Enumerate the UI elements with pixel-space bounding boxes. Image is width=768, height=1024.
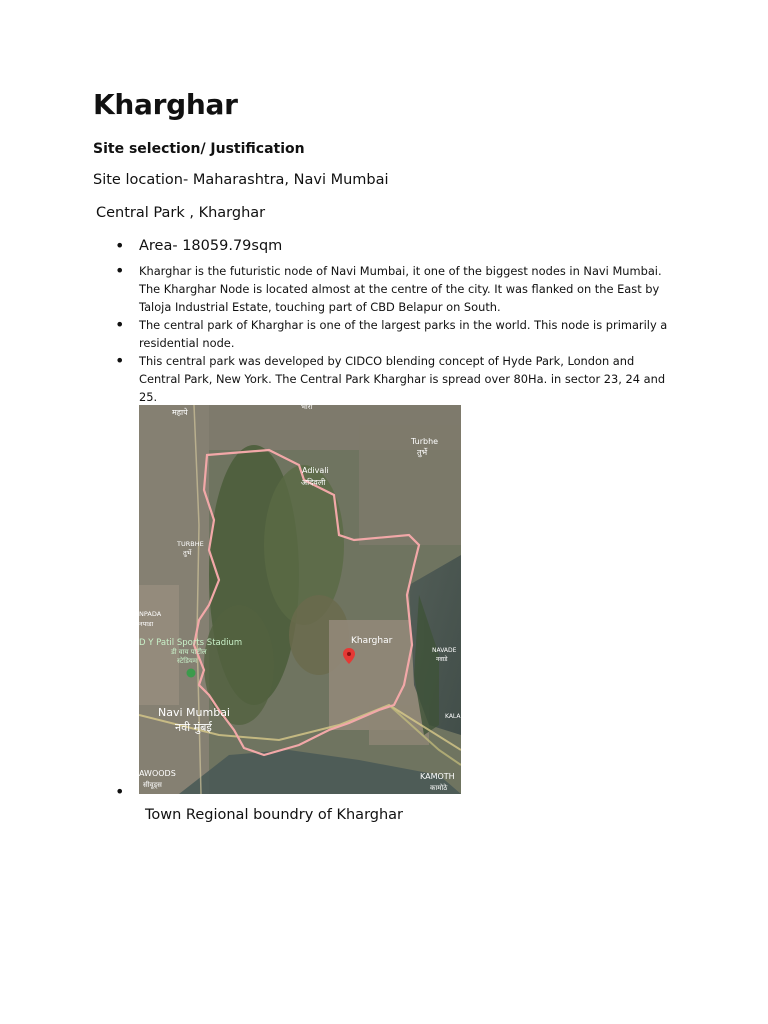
map-label: नपाडा — [139, 620, 154, 628]
map-label: महापे — [172, 408, 188, 417]
map-label: KAMOTH — [420, 772, 455, 781]
map-label: TURBHE — [177, 540, 204, 548]
map-label: भारा — [301, 405, 313, 411]
map-label: NPADA — [139, 610, 162, 618]
section-heading: Site selection/ Justification — [93, 141, 305, 157]
map-label-navi-mumbai: Navi Mumbai — [158, 706, 230, 719]
map-caption: Town Regional boundry of Kharghar — [145, 807, 404, 823]
map-label: स्टेडियम — [177, 657, 198, 665]
park-name: Central Park , Kharghar — [96, 205, 266, 221]
map-label-adivali: Adivali — [302, 466, 329, 475]
map-label: सीवूड्स — [143, 781, 162, 789]
bullet-node-description: • Kharghar is the futuristic node of Navi Mumbai, it one of the biggest nodes in Navi Mumbai. The Kharghar Node is located almost at the centre of the city. It was flanked on the East by Taloja Industrial Estate, touching part of CBD Belapur on South. — [139, 262, 679, 316]
map-label-stadium: D Y Patil Sports Stadium — [139, 638, 243, 648]
site-location: Site location- Maharashtra, Navi Mumbai — [93, 172, 389, 188]
map-label: नवी मुंबई — [175, 721, 212, 734]
map-label: डी वाय पाटील — [171, 648, 207, 656]
map-label: NAVADE — [432, 647, 457, 654]
map-label: अदिवली — [301, 478, 326, 487]
map-label: तुर्भे — [417, 448, 428, 457]
satellite-map-image — [139, 405, 461, 794]
bullet-area: • Area- 18059.79sqm — [139, 236, 679, 256]
map-label: कामोठे — [430, 784, 448, 792]
bullet-central-park: • The central park of Kharghar is one of the largest parks in the world. This node is primarily a residential node. — [139, 316, 679, 352]
stadium-marker-icon — [187, 669, 196, 678]
bullet-list — [139, 236, 679, 406]
map-label: AWOODS — [139, 769, 176, 778]
bullet-cidco: • This central park was developed by CIDCO blending concept of Hyde Park, London and Central Park, New York. The Central Park Kharghar is spread over 80Ha. in sector 23, 24 and 25. — [139, 352, 679, 406]
map-label: तुर्भे — [183, 549, 192, 557]
page-title: Kharghar — [93, 88, 238, 121]
map-label: KALA — [445, 713, 461, 720]
map-label-kharghar: Kharghar — [351, 636, 393, 646]
map-label-turbhe: Turbhe — [411, 437, 439, 446]
empty-bullet: • — [115, 782, 125, 801]
map-label: नवाडे — [436, 656, 448, 663]
